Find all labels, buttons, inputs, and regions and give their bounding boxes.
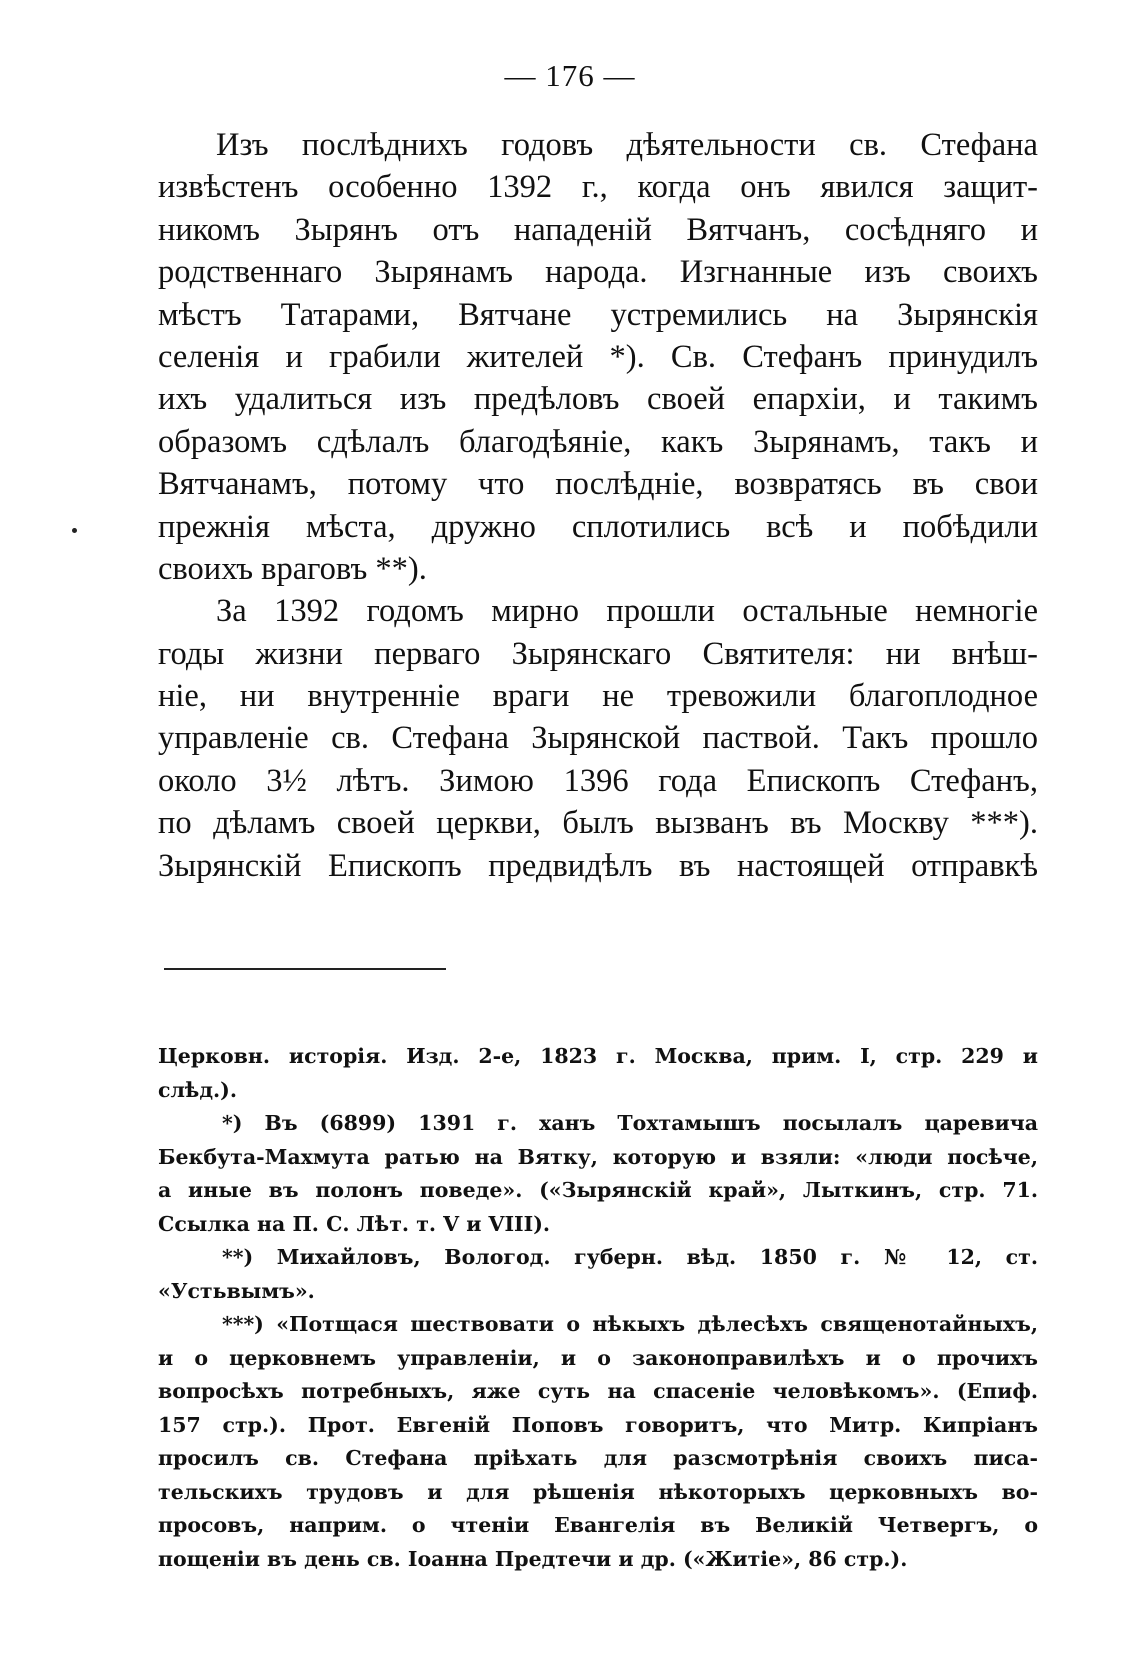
text-line: никомъ Зырянъ отъ нападеній Вятчанъ, сосѣдняго и [158, 211, 1038, 248]
footnote-line: Бекбута-Махмута ратью на Вятку, которую и взяли: «люди посѣче, [158, 1144, 1038, 1169]
footnote-line: 157 стр.). Прот. Евгеній Поповъ говоритъ, что Митр. Кипріанъ [158, 1412, 1038, 1437]
ink-speck [72, 528, 77, 533]
page-number: — 176 — [504, 58, 636, 93]
text-line: по дѣламъ своей церкви, былъ вызванъ въ Москву ***). [158, 805, 1038, 842]
text-line: мѣстъ Татарами, Вятчане устремились на Зырянскія [158, 296, 1038, 333]
text-line: ніе, ни внутренніе враги не тревожили благоплодное [158, 678, 1038, 715]
text-line: Вятчанамъ, потому что послѣдніе, возвратясь въ свои [158, 466, 1038, 503]
text-line: извѣстенъ особенно 1392 г., когда онъ явился защит- [158, 169, 1038, 206]
text-line: прежнія мѣста, дружно сплотились всѣ и побѣдили [158, 508, 1038, 545]
footnote-1 [158, 1107, 1038, 1241]
text-line: ихъ удалиться изъ предѣловъ своей епархіи, и такимъ [158, 381, 1038, 418]
footnote-line: вопросѣхъ потребныхъ, яже суть на спасеніе человѣкомъ». (Епиф. [158, 1379, 1038, 1403]
text-line: За 1392 годомъ мирно прошли остальные немногіе [216, 593, 1038, 630]
footnote-line: пощеніи въ день св. Іоанна Предтечи и др. («Житіе», 86 стр.). [158, 1546, 908, 1571]
text-line: своихъ враговъ **). [158, 550, 427, 587]
footnote-line: слѣд.). [158, 1077, 237, 1102]
text-line: управленіе св. Стефана Зырянской паствой. Такъ прошло [158, 720, 1038, 757]
footnote-line: *) Въ (6899) 1391 г. ханъ Тохтамышъ посылалъ царевича [222, 1111, 1038, 1135]
text-line: образомъ сдѣлалъ благодѣяніе, какъ Зырянамъ, такъ и [158, 423, 1038, 460]
footnote-line: и о церковнемъ управленіи, и о законоправилѣхъ и о прочихъ [158, 1345, 1038, 1370]
footnote-3 [158, 1308, 1038, 1576]
footnote-line: просилъ св. Стефана пріѣхать для разсмотрѣнія своихъ писа- [158, 1446, 1038, 1470]
text-line: селенія и грабили жителей *). Св. Стефанъ принудилъ [158, 338, 1038, 375]
text-line: родственнаго Зырянамъ народа. Изгнанные изъ своихъ [158, 254, 1038, 291]
text-line: около 3½ лѣтъ. Зимою 1396 года Епископъ Стефанъ, [158, 762, 1038, 799]
text-line: Зырянскій Епископъ предвидѣлъ въ настоящей отправкѣ [158, 847, 1038, 884]
footnote-line: ***) «Потщася шествовати о нѣкыхъ дѣлесѣхъ священотайныхъ, [222, 1312, 1038, 1336]
footnote-separator [164, 968, 446, 970]
paragraph [158, 124, 1038, 590]
footnote-line: а иные въ полонъ поведе». («Зырянскій край», Лыткинъ, стр. 71. [158, 1178, 1038, 1202]
main-text [158, 124, 1038, 887]
paragraph [158, 590, 1038, 887]
footnote-line: Ссылка на П. С. Лѣт. т. V и VIII). [158, 1211, 551, 1236]
text-line: годы жизни перваго Зырянскаго Святителя: ни внѣш- [158, 635, 1038, 672]
footnote-line: Церковн. исторія. Изд. 2-е, 1823 г. Москва, прим. I, стр. 229 и [158, 1044, 1038, 1068]
footnotes [158, 1040, 1038, 1576]
footnote-line: просовъ, наприм. о чтеніи Евангелія въ Великій Четвергъ, о [158, 1513, 1038, 1537]
footnote-line: «Устьвымъ». [158, 1278, 315, 1303]
text-line: Изъ послѣднихъ годовъ дѣятельности св. Стефана [216, 127, 1038, 163]
footnote-line: тельскихъ трудовъ и для рѣшенія нѣкоторыхъ церковныхъ во- [158, 1479, 1038, 1504]
footnote-continuation [158, 1040, 1038, 1107]
footnote-2 [158, 1241, 1038, 1308]
footnote-line: **) Михайловъ, Вологод. губерн. вѣд. 1850 г. № 12, ст. [222, 1245, 1038, 1269]
